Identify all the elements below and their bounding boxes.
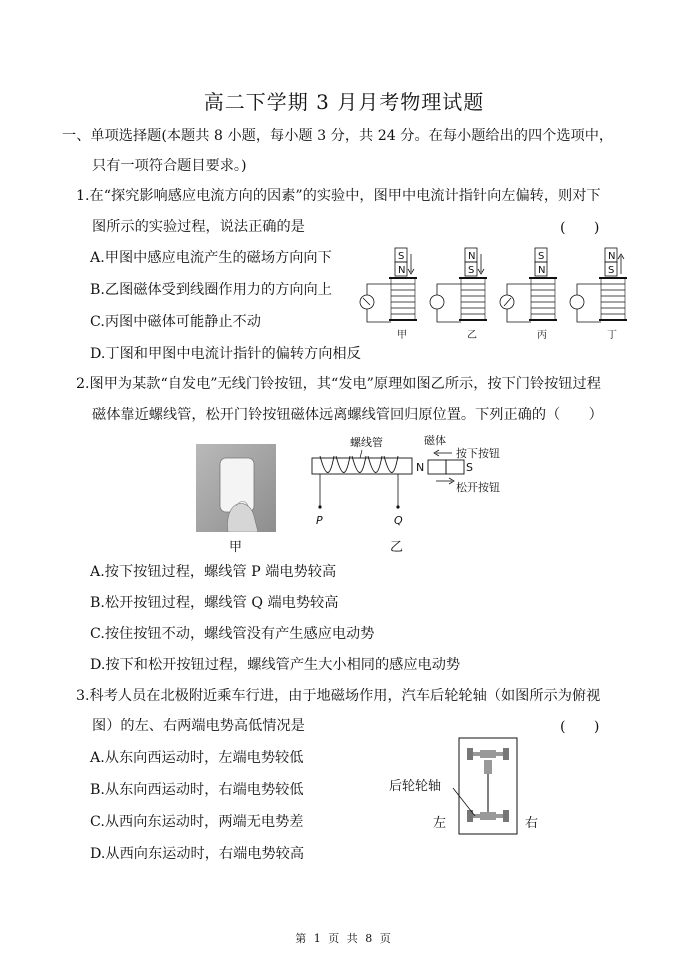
q3-option-a: A.从东向西运动时，左端电势较低 [90,750,304,766]
q2-option-b: B.松开按钮过程，螺线管 Q 端电势较高 [90,595,339,611]
q1-answer-bracket: ( ) [560,220,600,236]
q2-solenoid-label: 螺线管 [350,436,383,449]
q1-setup-bing [500,248,557,341]
q1-ding-pole-bottom: S [608,265,615,276]
q2-terminal-q: Q [394,514,403,527]
q3-right-label: 右 [525,816,539,831]
q1-ding-pole-top: N [608,251,616,262]
q2-release-label: 松开按钮 [456,481,500,494]
q1-figure [355,246,635,342]
q2-stem-line1: 2.图甲为某款“自发电”无线门铃按钮，其“发电”原理如图乙所示，按下门铃按钮过程 [76,376,601,392]
q1-label-ding: 丁 [607,330,617,341]
q1-option-d: D.丁图和甲图中电流计指针的偏转方向相反 [90,346,361,362]
section-heading-line2: 只有一项符合题目要求。) [92,158,247,174]
q2-label-jia: 甲 [229,540,243,555]
q3-answer-bracket: ( ) [560,719,600,735]
q1-setup-jia [360,248,417,341]
q1-setup-ding [570,248,627,341]
section-heading-line1: 一、单项选择题(本题共 8 小题，每小题 3 分，共 24 分。在每小题给出的四个选项中， [62,128,614,144]
q1-stem-line2: 图所示的实验过程，说法正确的是 [92,219,305,235]
q1-jia-pole-top: S [398,251,405,262]
q2-magnet-label: 磁体 [424,434,446,447]
page-title: 高二下学期 3 月月考物理试题 [203,90,485,114]
q1-option-c: C.丙图中磁体可能静止不动 [90,314,261,330]
q2-option-a: A.按下按钮过程，螺线管 P 端电势较高 [90,564,337,580]
q1-label-yi: 乙 [467,330,477,341]
q1-label-jia: 甲 [397,330,407,341]
q2-doorbell-photo [196,444,276,532]
q2-solenoid-diagram [300,434,520,534]
q1-stem-line1: 1.在“探究影响感应电流方向的因素”的实验中，图甲中电流计指针向左偏转，则对下 [76,188,601,204]
q2-press-label: 按下按钮 [456,447,500,460]
q1-setup-yi [430,248,487,341]
q1-yi-pole-bottom: S [468,265,475,276]
q1-label-bing: 丙 [537,330,547,341]
q2-pole-s: S [466,461,473,474]
q2-stem-line2: 磁体靠近螺线管，松开门铃按钮磁体远离螺线管回归原位置。下列正确的（ ） [92,407,603,423]
q1-yi-pole-top: N [468,251,476,262]
q1-jia-pole-bottom: N [398,265,406,276]
q3-axle-label: 后轮轮轴 [389,779,442,794]
q3-car-diagram [385,736,560,838]
q1-option-a: A.甲图中感应电流产生的磁场方向向下 [90,250,332,266]
q2-pole-n: N [416,461,425,474]
q3-option-d: D.从西向东运动时，右端电势较高 [90,846,305,862]
q2-label-yi: 乙 [390,540,404,555]
q1-bing-pole-bottom: N [538,265,546,276]
q2-option-d: D.按下和松开按钮过程，螺线管产生大小相同的感应电动势 [90,657,461,673]
q2-terminal-p: P [316,514,323,527]
q3-option-c: C.从西向东运动时，两端无电势差 [90,814,304,830]
q3-stem-line2: 图）的左、右两端电势高低情况是 [92,718,305,734]
q2-option-c: C.按住按钮不动，螺线管没有产生感应电动势 [90,626,375,642]
q1-option-b: B.乙图磁体受到线圈作用力的方向向上 [90,282,332,298]
q1-bing-pole-top: S [538,251,545,262]
q3-option-b: B.从东向西运动时，右端电势较低 [90,782,304,798]
q3-left-label: 左 [433,816,447,831]
page-footer: 第 1 页 共 8 页 [295,932,393,945]
q3-stem-line1: 3.科考人员在北极附近乘车行进，由于地磁场作用，汽车后轮轮轴（如图所示为俯视 [76,688,601,704]
